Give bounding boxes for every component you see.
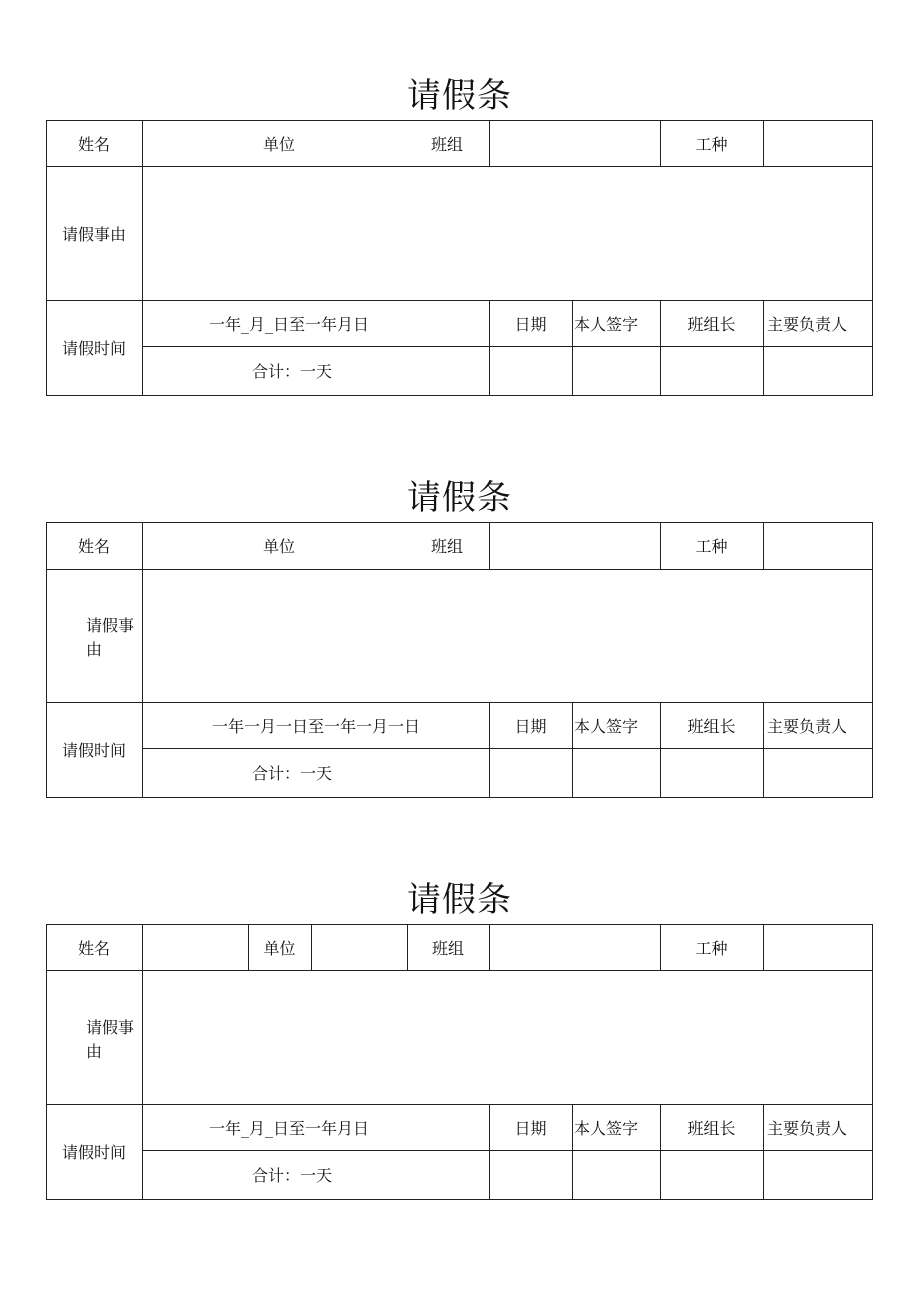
table-border: [46, 797, 873, 798]
team-leader-field[interactable]: [661, 749, 763, 797]
chief-label: 主要负责人: [766, 314, 847, 334]
reason-label-line1: 请假事: [86, 1018, 135, 1037]
reason-label-line2: 由: [86, 640, 103, 659]
team-leader-label: 班组长: [687, 314, 736, 334]
signature-field[interactable]: [573, 347, 660, 395]
signature-field[interactable]: [573, 749, 660, 797]
team-leader-label: 班组长: [687, 1118, 736, 1138]
table-border: [46, 1199, 873, 1200]
team-field[interactable]: [490, 925, 660, 970]
table-border: [872, 924, 873, 1200]
team-label: 班组: [431, 938, 464, 958]
chief-field[interactable]: [764, 1151, 872, 1199]
reason-field[interactable]: [143, 167, 872, 300]
team-leader-field[interactable]: [661, 347, 763, 395]
leave-form-table: [46, 522, 873, 798]
reason-label: [86, 1016, 142, 1064]
date-label: 日期: [514, 1118, 547, 1138]
leave-form-3: [46, 878, 873, 1200]
chief-label: 主要负责人: [766, 716, 847, 736]
job-type-field[interactable]: [764, 523, 872, 569]
table-border: [46, 395, 873, 396]
leave-form-table: [46, 924, 873, 1200]
leave-time-label: 请假时间: [61, 339, 126, 358]
date-field[interactable]: [490, 347, 572, 395]
job-type-field[interactable]: [764, 925, 872, 970]
unit-field[interactable]: [312, 925, 407, 970]
team-label: 班组: [430, 537, 463, 556]
total-days-text: 合计：一天: [251, 764, 332, 783]
reason-label-line2: 由: [86, 1042, 103, 1061]
leave-form-2: [46, 476, 873, 798]
signature-label: 本人签字: [573, 314, 638, 334]
date-range-text: 一年_月_日至一年月日: [208, 1118, 369, 1138]
unit-label: 单位: [263, 938, 296, 958]
table-border: [872, 120, 873, 396]
job-type-label: 工种: [695, 938, 728, 958]
table-border: [872, 522, 873, 798]
job-type-label: 工种: [695, 537, 728, 556]
date-range-text: 一年_月_日至一年月日: [208, 314, 369, 334]
team-leader-label: 班组长: [687, 716, 736, 736]
date-label: 日期: [514, 314, 547, 334]
team-field[interactable]: [490, 523, 660, 569]
reason-label: 请假事由: [61, 224, 126, 244]
team-label: 班组: [430, 134, 463, 154]
reason-label-line1: 请假事: [86, 616, 135, 635]
reason-label: [86, 614, 142, 662]
signature-label: 本人签字: [573, 716, 638, 736]
signature-label: 本人签字: [573, 1118, 638, 1138]
name-label: 姓名: [77, 537, 110, 556]
reason-field[interactable]: [143, 570, 872, 702]
job-type-field[interactable]: [764, 121, 872, 166]
form-title: 请假条: [407, 478, 512, 518]
chief-field[interactable]: [764, 749, 872, 797]
reason-field[interactable]: [143, 971, 872, 1104]
team-field[interactable]: [490, 121, 660, 166]
unit-label: 单位: [262, 134, 295, 154]
unit-label: 单位: [262, 537, 295, 556]
name-label: 姓名: [77, 134, 110, 154]
form-title: 请假条: [407, 76, 512, 116]
chief-field[interactable]: [764, 347, 872, 395]
form-title: 请假条: [407, 880, 512, 920]
name-field[interactable]: [143, 925, 248, 970]
signature-field[interactable]: [573, 1151, 660, 1199]
leave-time-label: 请假时间: [61, 741, 126, 760]
date-label: 日期: [514, 716, 547, 736]
total-days-text: 合计：一天: [251, 362, 332, 381]
date-field[interactable]: [490, 1151, 572, 1199]
leave-form-1: [46, 74, 873, 396]
job-type-label: 工种: [695, 134, 728, 154]
total-days-text: 合计：一天: [251, 1166, 332, 1185]
team-leader-field[interactable]: [661, 1151, 763, 1199]
leave-time-label: 请假时间: [61, 1143, 126, 1162]
chief-label: 主要负责人: [766, 1118, 847, 1138]
date-range-text: 一年一月一日至一年一月一日: [211, 716, 420, 736]
leave-form-table: [46, 120, 873, 396]
name-label: 姓名: [77, 938, 110, 958]
date-field[interactable]: [490, 749, 572, 797]
